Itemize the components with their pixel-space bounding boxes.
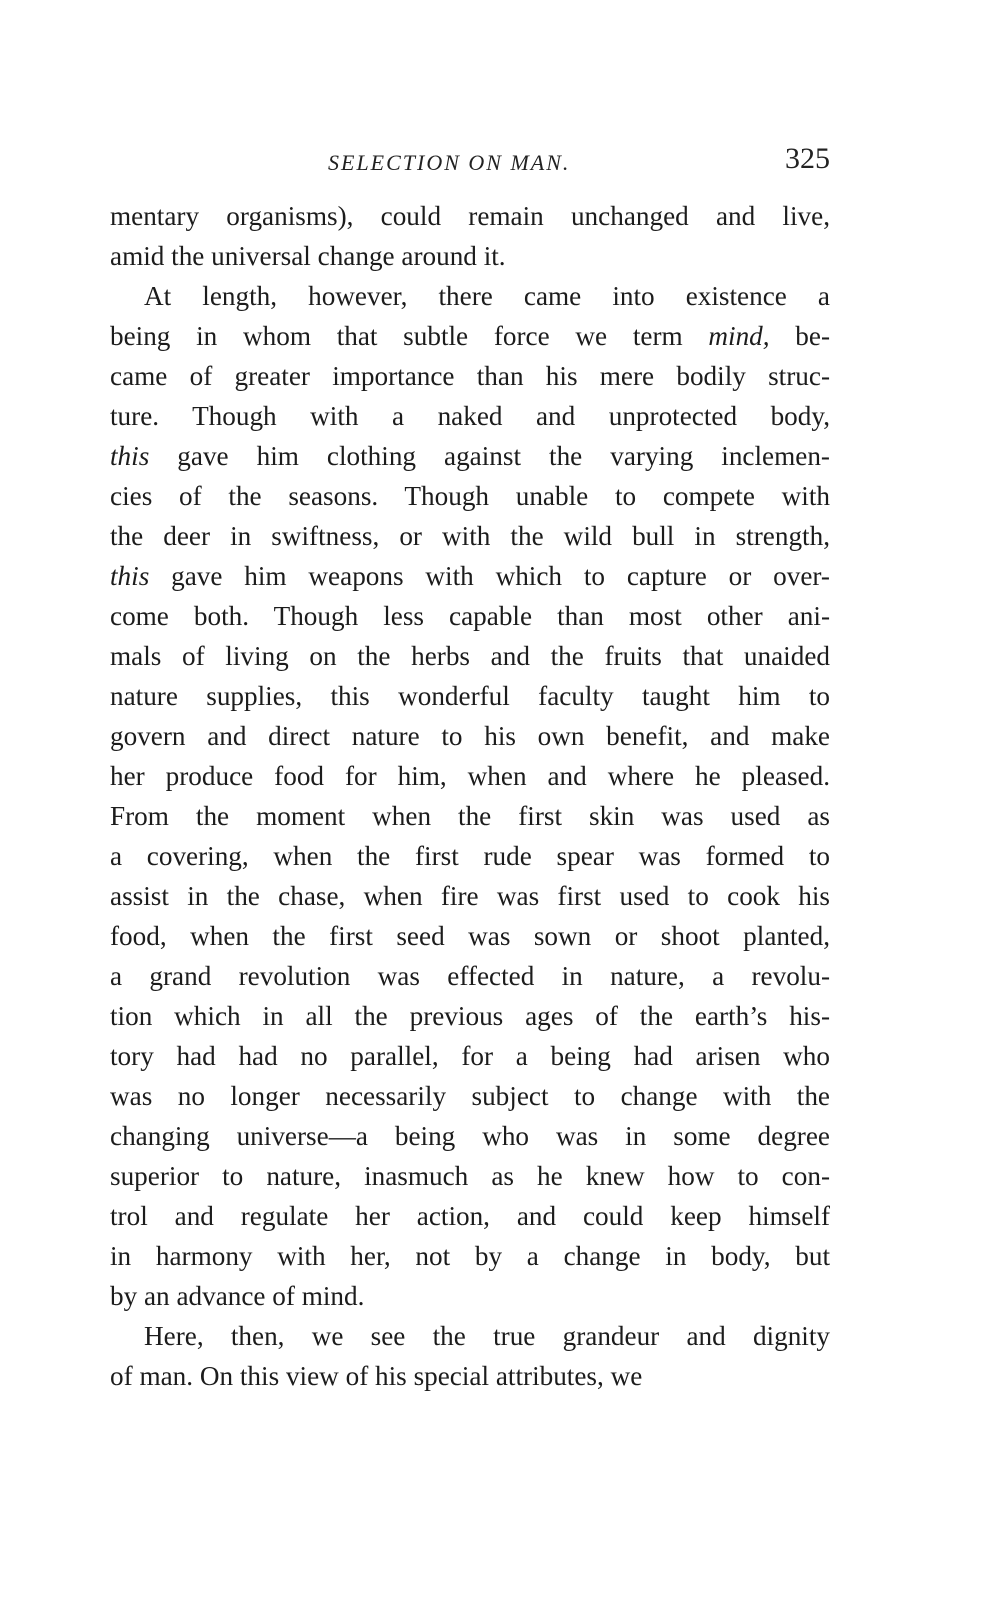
text-line bbox=[110, 756, 830, 796]
text-line bbox=[110, 356, 830, 396]
text-run: govern and direct nature to his own benefit, and make bbox=[110, 721, 830, 751]
text-run: her produce food for him, when and where he pleased. bbox=[110, 761, 830, 791]
page-number: 325 bbox=[785, 142, 830, 175]
text-line bbox=[110, 996, 830, 1036]
text-line bbox=[110, 396, 830, 436]
text-line bbox=[110, 956, 830, 996]
text-line bbox=[110, 836, 830, 876]
running-head bbox=[110, 142, 830, 182]
text-run: cies of the seasons. Though unable to compete with bbox=[110, 481, 830, 511]
text-run: nature supplies, this wonderful faculty taught him to bbox=[110, 681, 830, 711]
text-run: amid the universal change around it. bbox=[110, 241, 506, 271]
text-line bbox=[110, 596, 830, 636]
text-line bbox=[110, 1036, 830, 1076]
text-line bbox=[110, 1356, 830, 1396]
text-line bbox=[110, 236, 830, 276]
text-line bbox=[110, 1156, 830, 1196]
text-run: come both. Though less capable than most other ani- bbox=[110, 601, 830, 631]
text-run: tion which in all the previous ages of the earth’s his- bbox=[110, 1001, 830, 1031]
text-run: trol and regulate her action, and could keep himself bbox=[110, 1201, 830, 1231]
text-run: gave him clothing against the varying inclemen- bbox=[149, 441, 830, 471]
text-line bbox=[110, 1116, 830, 1156]
text-run: superior to nature, inasmuch as he knew how to con- bbox=[110, 1161, 830, 1191]
text-line bbox=[110, 916, 830, 956]
paragraph bbox=[110, 276, 830, 1316]
text-run: changing universe—a being who was in some degree bbox=[110, 1121, 830, 1151]
text-line bbox=[110, 196, 830, 236]
text-run: a grand revolution was effected in nature, a revolu- bbox=[110, 961, 830, 991]
text-run: in harmony with her, not by a change in body, but bbox=[110, 1241, 830, 1271]
text-run: From the moment when the first skin was used as bbox=[110, 801, 830, 831]
text-run: was no longer necessarily subject to change with the bbox=[110, 1081, 830, 1111]
italic-text: this bbox=[110, 561, 150, 591]
text-run: Here, then, we see the true grandeur and dignity bbox=[144, 1321, 830, 1351]
text-run: mals of living on the herbs and the fruits that unaided bbox=[110, 641, 830, 671]
paragraph bbox=[110, 196, 830, 276]
text-run: by an advance of mind. bbox=[110, 1281, 365, 1311]
text-line bbox=[110, 716, 830, 756]
text-run: mentary organisms), could remain unchanged and live, bbox=[110, 201, 830, 231]
text-line bbox=[110, 1076, 830, 1116]
italic-text: this bbox=[110, 441, 150, 471]
text-line bbox=[110, 796, 830, 836]
text-run: ture. Though with a naked and unprotected body, bbox=[110, 401, 830, 431]
text-line bbox=[110, 876, 830, 916]
running-title: SELECTION ON MAN. bbox=[328, 150, 571, 175]
text-run: a covering, when the first rude spear was formed to bbox=[110, 841, 830, 871]
text-line bbox=[110, 1196, 830, 1236]
text-run: food, when the first seed was sown or shoot planted, bbox=[110, 921, 830, 951]
text-line bbox=[110, 676, 830, 716]
text-line bbox=[110, 1236, 830, 1276]
italic-text: mind, bbox=[708, 321, 770, 351]
text-run: be- bbox=[769, 321, 830, 351]
text-run: assist in the chase, when fire was first used to cook his bbox=[110, 881, 830, 911]
text-line bbox=[110, 556, 830, 596]
text-run: tory had had no parallel, for a being had arisen who bbox=[110, 1041, 830, 1071]
text-line bbox=[110, 276, 830, 316]
text-run: being in whom that subtle force we term bbox=[110, 321, 709, 351]
text-line bbox=[110, 1276, 830, 1316]
text-run: At length, however, there came into existence a bbox=[144, 281, 830, 311]
text-line bbox=[110, 636, 830, 676]
paragraph bbox=[110, 1316, 830, 1396]
body-text bbox=[110, 196, 830, 1396]
text-run: gave him weapons with which to capture or over- bbox=[149, 561, 830, 591]
text-run: of man. On this view of his special attributes, we bbox=[110, 1361, 643, 1391]
text-line bbox=[110, 516, 830, 556]
text-line bbox=[110, 1316, 830, 1356]
text-line bbox=[110, 436, 830, 476]
text-line bbox=[110, 316, 830, 356]
text-run: the deer in swiftness, or with the wild bull in strength, bbox=[110, 521, 830, 551]
text-run: came of greater importance than his mere bodily struc- bbox=[110, 361, 830, 391]
text-line bbox=[110, 476, 830, 516]
